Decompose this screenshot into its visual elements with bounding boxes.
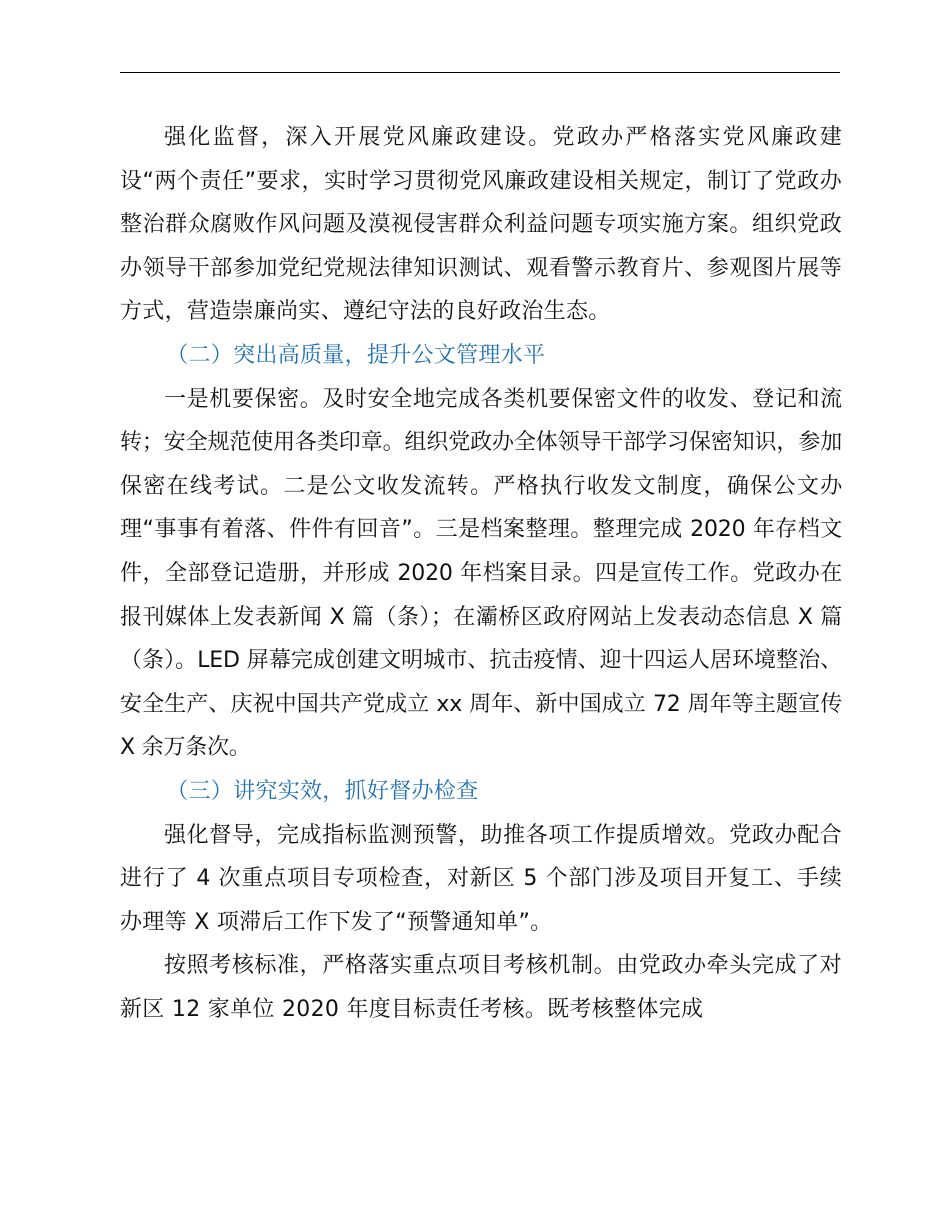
header-rule	[120, 72, 840, 73]
paragraph-inspection: 强化督导，完成指标监测预警，助推各项工作提质增效。党政办配合进行了 4 次重点项目专项检查，对新区 5 个部门涉及项目开复工、手续办理等 X 项滞后工作下发了“预警通知单”。	[120, 822, 842, 935]
section-heading-2: （二）突出高质量，提升公文管理水平	[166, 342, 546, 368]
document-body	[120, 116, 842, 1031]
section-heading-3: （三）讲究实效，抓好督办检查	[166, 778, 479, 804]
paragraph-supervision: 强化监督，深入开展党风廉政建设。党政办严格落实党风廉政建设“两个责任”要求，实时学习贯彻党风廉政建设相关规定，制订了党政办整治群众腐败作风问题及漠视侵害群众利益问题专项实施方案。组织党政办领导干部参加党纪党规法律知识测试、观看警示教育片、参观图片展等方式，营造崇廉尚实、遵纪守法的良好政治生态。	[120, 125, 842, 325]
paragraph-assessment: 按照考核标准，严格落实重点项目考核机制。由党政办牵头完成了对新区 12 家单位 2020 年度目标责任考核。既考核整体完成	[120, 953, 842, 1022]
paragraph-document-management: 一是机要保密。及时安全地完成各类机要保密文件的收发、登记和流转；安全规范使用各类印章。组织党政办全体领导干部学习保密知识，参加保密在线考试。二是公文收发流转。严格执行收发文制度，确保公文办理“事事有着落、件件有回音”。三是档案整理。整理完成 2020 年存档文件，全部登记造册，并形成 2020 年档案目录。四是宣传工作。党政办在报刊媒体上发表新闻 X 篇（条）；在灞桥区政府网站上发表动态信息 X 篇（条）。LED 屏幕完成创建文明城市、抗击疫情、迎十四运人居环境整治、安全生产、庆祝中国共产党成立 xx 周年、新中国成立 72 周年等主题宣传 X 余万条次。	[120, 386, 842, 761]
